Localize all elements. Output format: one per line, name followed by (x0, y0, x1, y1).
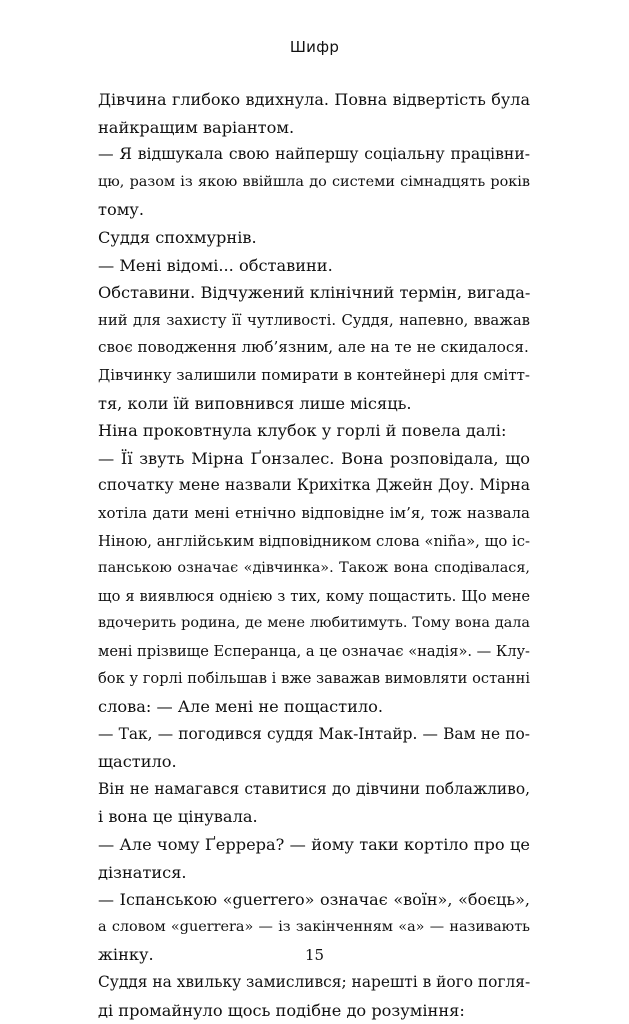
text-line: що я виявлюся однією з тих, кому пощастить. Що мене (98, 587, 530, 605)
text-line: ді промайнуло щось подібне до розуміння: (98, 1000, 465, 1020)
text-line: дізнатися. (98, 862, 187, 882)
running-title: Шифр (289, 38, 340, 56)
text-line: — Так, — погодився суддя Мак-Інтайр. — Вам не по- (98, 724, 530, 743)
text-line: цю, разом із якою ввійшла до системи сімнадцять років (98, 173, 530, 190)
text-line: Дівчина глибоко вдихнула. Повна відвертість була (98, 90, 530, 109)
text-line: вдочерить родина, де мене любитимуть. Тому вона дала (98, 615, 530, 632)
text-line: — Але чому Ґеррера? — йому таки кортіло про це (98, 835, 530, 855)
text-line: Дівчинку залишили помирати в контейнері для смітт- (98, 365, 530, 384)
text-line: Обставини. Відчужений клінічний термін, вигада- (98, 283, 530, 303)
text-line: Суддя на хвильку замислився; нарешті в його погля- (98, 973, 530, 991)
text-line: ний для захисту її чутливості. Суддя, напевно, вважав (98, 311, 530, 329)
text-line: тому. (98, 200, 144, 220)
text-line: хотіла дати мені етнічно відповідне ім’я, тож назвала (98, 503, 530, 522)
text-line: щастило. (98, 752, 177, 772)
page-number: 15 (304, 946, 325, 964)
text-line: Суддя спохмурнів. (98, 227, 257, 247)
body-text (98, 86, 530, 1024)
text-line: панською означає «дівчинка». Також вона сподівалася, (98, 560, 530, 577)
text-line: тя, коли їй виповнився лише місяць. (98, 393, 412, 413)
text-line: спочатку мене назвали Крихітка Джейн Доу. Мірна (98, 476, 530, 495)
text-line: а словом «guerrera» — із закінченням «а» — називають (98, 918, 530, 935)
text-line: найкращим варіантом. (98, 117, 295, 137)
text-line: — Її звуть Мірна Ґонзалес. Вона розповідала, що (98, 448, 530, 468)
text-line: — Іспанською «guerrero» означає «воїн», «боєць», (98, 890, 530, 910)
text-line: бок у горлі побільшав і вже заважав вимовляти останні (98, 670, 530, 688)
text-line: — Мені відомі... обставини. (98, 255, 333, 275)
text-line: Він не намагався ставитися до дівчини поблажливо, (98, 779, 530, 798)
text-line: — Я відшукала свою найпершу соціальну працівни- (98, 145, 530, 164)
text-line: і вона це цінувала. (98, 807, 258, 827)
text-line: жінку. (98, 945, 154, 965)
text-line: слова: — Але мені не пощастило. (98, 697, 384, 717)
text-line: своє поводження люб’язним, але на те не скидалося. (98, 338, 529, 357)
text-line: мені прізвище Есперанца, а це означає «надія». — Клу- (98, 642, 530, 660)
text-line: Ніною, англійським відповідником слова «niña», що іс- (98, 532, 530, 550)
text-line: Ніна проковтнула клубок у горлі й повела далі: (98, 421, 507, 441)
